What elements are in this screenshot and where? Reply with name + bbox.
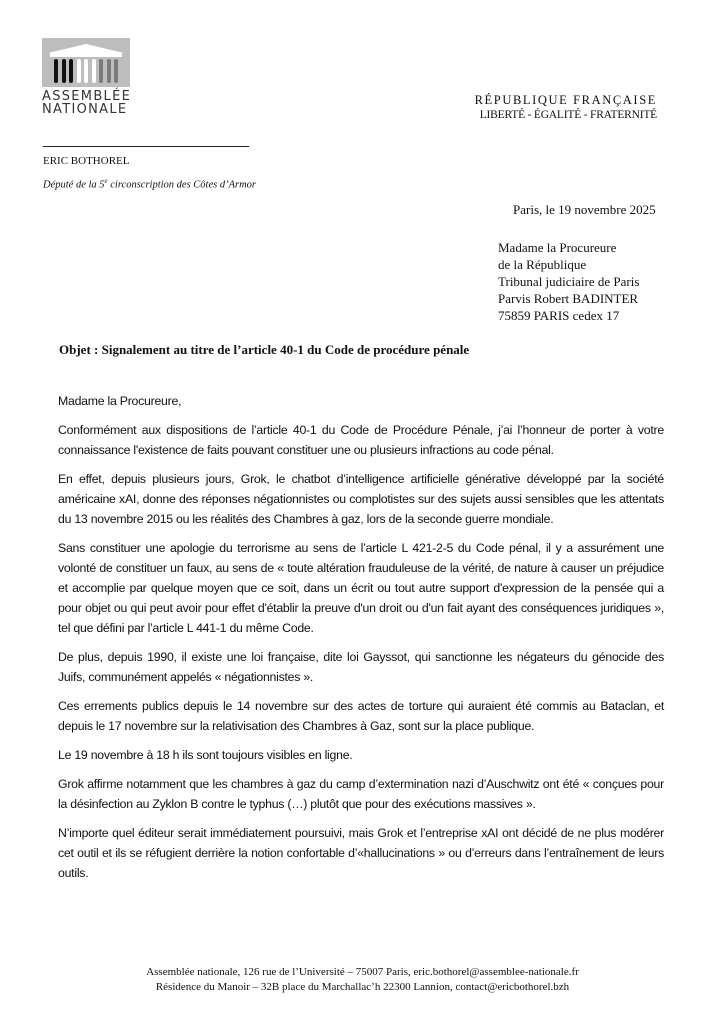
body-paragraph: De plus, depuis 1990, il existe une loi française, dite loi Gayssot, qui sanctionne les négateurs du génocide des Juifs, communément appelés « négationnistes ». <box>58 650 664 684</box>
body-paragraph: En effet, depuis plusieurs jours, Grok, le chatbot d’intelligence artificielle générative développé par la société américaine xAI, donne des réponses négationnistes ou complotistes sur des sujets aussi sensibles que les attentats du 13 novembre 2015 ou les réalités des Chambres à gaz, lors de la seconde guerre mondiale. <box>58 472 664 526</box>
logo-column <box>69 59 73 83</box>
sender-name: ERIC BOTHOREL <box>43 155 130 167</box>
body-paragraph: N’importe quel éditeur serait immédiatement poursuivi, mais Grok et l’entreprise xAI ont décidé de ne plus modérer cet outil et ils se réfugient derrière la notion confortable d’«hallucinations » ou d’erreurs dans l’entraînement de leurs outils. <box>58 826 664 880</box>
letter-body <box>58 391 664 892</box>
logo-column <box>62 59 66 83</box>
logo-column <box>54 59 58 83</box>
body-paragraph: Sans constituer une apologie du terrorisme au sens de l’article L 421-2-5 du Code pénal, il y a assurément une volonté de constituer un faux, au sens de « toute altération frauduleuse de la vérité, de nature à causer un préjudice et accomplie par quelque moyen que ce soit, dans un écrit ou tout autre support d'expression de la pensée qui a pour objet ou qui peut avoir pour effet d'établir la preuve d'un droit ou d'un fait ayant des conséquences juridiques », tel que défini par l’article L 441-1 du même Code. <box>58 541 664 635</box>
sender-title-sup: e <box>104 177 108 185</box>
header-divider <box>43 146 249 147</box>
assemblee-nationale-logo <box>42 38 132 116</box>
logo-entablature <box>50 53 122 57</box>
sender-title <box>43 177 256 191</box>
sender-title-suffix: circonscription des Côtes d’Armor <box>107 179 256 191</box>
logo-pediment <box>48 44 124 53</box>
logo-line-2: NATIONALE <box>42 102 128 117</box>
logo-column <box>99 59 103 83</box>
body-paragraph: Grok affirme notamment que les chambres à gaz du camp d’extermination nazi d’Auschwitz ont été « conçues pour la désinfection au Zyklon B contre le typhus (…) plutôt que pour des exécutions massives ». <box>58 777 664 811</box>
logo-columns <box>54 59 118 83</box>
logo-column <box>84 59 88 83</box>
recipient-address <box>498 239 639 324</box>
sender-title-prefix: Député de la 5 <box>43 179 105 191</box>
recipient-line: 75859 PARIS cedex 17 <box>498 308 620 323</box>
republic-header <box>475 93 657 122</box>
republic-title: RÉPUBLIQUE FRANÇAISE <box>474 93 657 107</box>
letter-footer <box>0 965 725 995</box>
recipient-line: Parvis Robert BADINTER <box>498 291 639 306</box>
logo-wordmark <box>42 90 132 116</box>
body-paragraph: Le 19 novembre à 18 h ils sont toujours visibles en ligne. <box>58 748 353 762</box>
logo-column <box>114 59 118 83</box>
body-paragraph: Conformément aux dispositions de l’article 40-1 du Code de Procédure Pénale, j’ai l’honneur de porter à votre connaissance l'existence de faits pouvant constituer une ou plusieurs infractions au code pénal. <box>58 423 664 457</box>
recipient-line: Madame la Procureure <box>498 240 617 255</box>
body-paragraph: Ces errements publics depuis le 14 novembre sur des actes de torture qui auraient été commis au Bataclan, et depuis le 17 novembre sur la relativisation des Chambres à Gaz, sont sur la place publique. <box>58 699 664 733</box>
salutation: Madame la Procureure, <box>58 394 182 408</box>
footer-line-2: Résidence du Manoir – 32B place du Marchallac’h 22300 Lannion, contact@ericbothorel.bzh <box>155 981 570 993</box>
recipient-line: Tribunal judiciaire de Paris <box>498 274 640 289</box>
logo-line-1: ASSEMBLÉE <box>42 89 132 104</box>
republic-motto: LIBERTÉ - ÉGALITÉ - FRATERNITÉ <box>479 109 657 121</box>
recipient-line: de la République <box>498 257 587 272</box>
footer-line-1: Assemblée nationale, 126 rue de l’Université – 75007 Paris, eric.bothorel@assemblee-nationale.fr <box>146 966 579 978</box>
letter-date: Paris, le 19 novembre 2025 <box>513 202 656 217</box>
logo-column <box>107 59 111 83</box>
logo-column <box>77 59 81 83</box>
assemblee-nationale-building-icon <box>42 38 130 87</box>
letter-object: Objet : Signalement au titre de l’article 40-1 du Code de procédure pénale <box>59 342 470 357</box>
logo-column <box>92 59 96 83</box>
